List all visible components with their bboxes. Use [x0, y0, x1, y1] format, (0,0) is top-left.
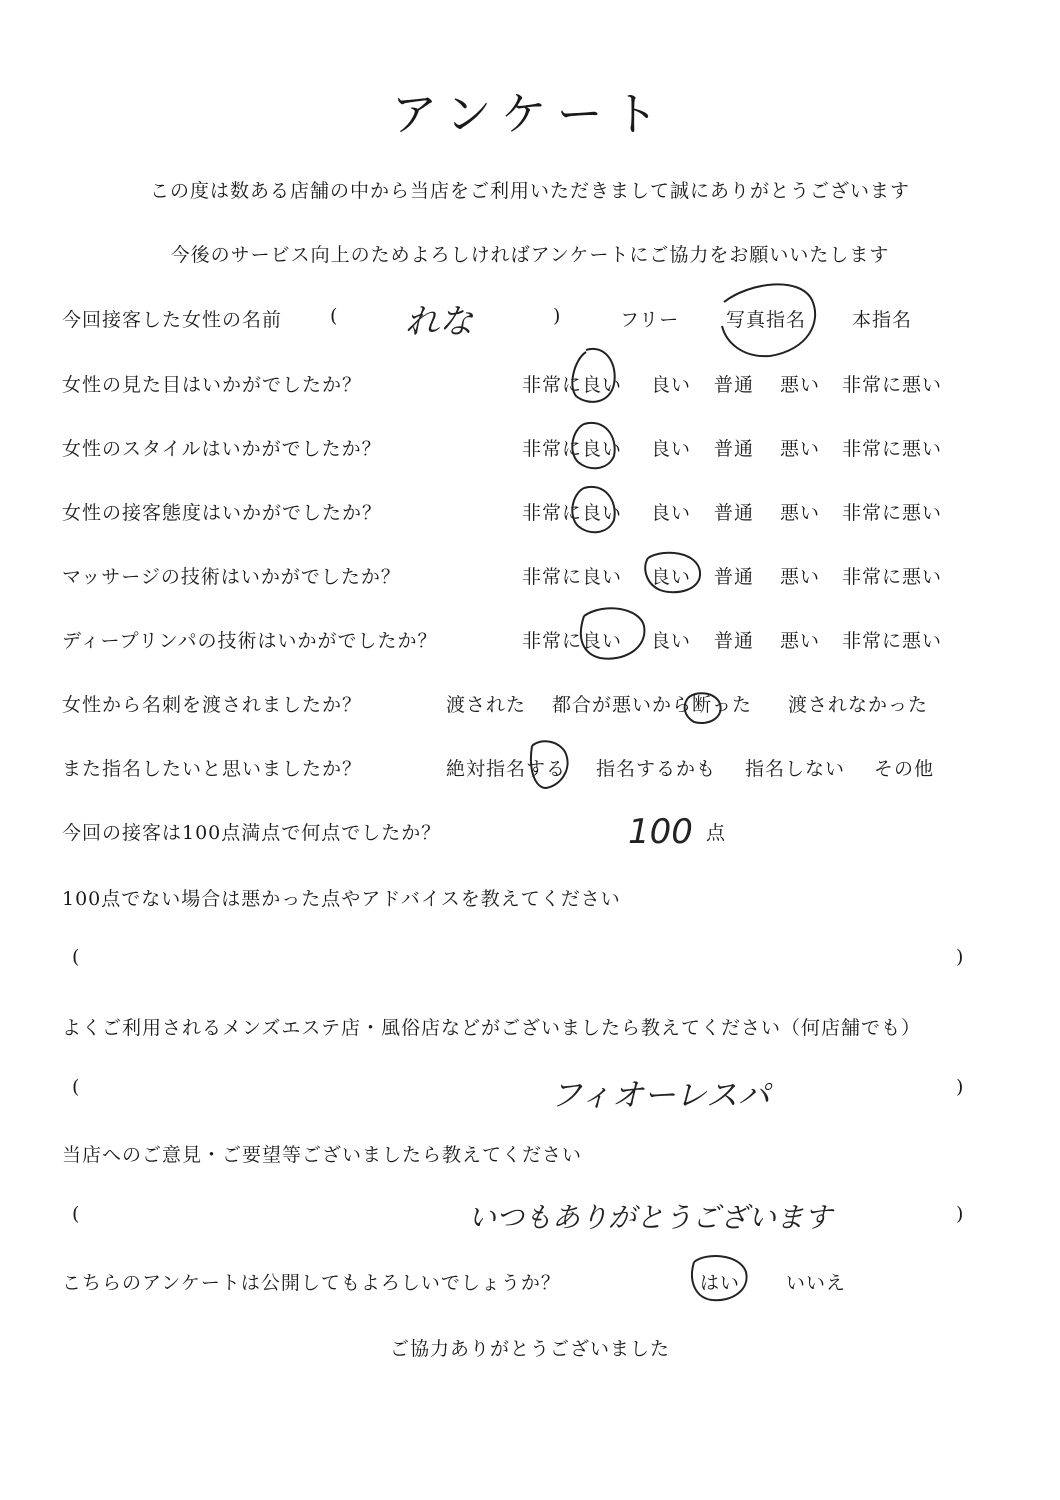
option-no[interactable]: いいえ: [786, 1272, 847, 1294]
advice-open-paren: (: [72, 946, 80, 968]
option-main-nomination[interactable]: 本指名: [852, 309, 913, 331]
option-card-received[interactable]: 渡された: [446, 694, 527, 716]
page-title: アンケート: [391, 87, 669, 141]
question-score: 今回の接客は100点満点で何点でしたか？: [62, 822, 442, 844]
question-appearance: 女性の見た目はいかがでしたか？: [62, 374, 363, 396]
rating-option[interactable]: 非常に悪い: [842, 630, 943, 652]
rating-option[interactable]: 普通: [714, 374, 755, 396]
rating-option[interactable]: 普通: [714, 630, 755, 652]
rating-option[interactable]: 悪い: [780, 502, 821, 524]
question-business-card: 女性から名刺を渡されましたか？: [62, 694, 363, 716]
question-publish: こちらのアンケートは公開してもよろしいでしょうか？: [62, 1272, 561, 1294]
name-label: 今回接客した女性の名前: [62, 309, 283, 331]
question-opinion: 当店へのご意見・ご要望等ございましたら教えてください: [62, 1144, 583, 1166]
question-advice: 100点でない場合は悪かった点やアドバイスを教えてください: [62, 888, 621, 910]
rating-option[interactable]: 普通: [714, 438, 755, 460]
question-attitude: 女性の接客態度はいかがでしたか？: [62, 502, 383, 524]
question-frequent-shops: よくご利用されるメンズエステ店・風俗店などがございましたら教えてください（何店舗でも）: [62, 1017, 922, 1039]
score-unit: 点: [706, 822, 727, 844]
rating-option[interactable]: 悪い: [780, 438, 821, 460]
question-massage-skill: マッサージの技術はいかがでしたか？: [62, 566, 401, 588]
rating-option[interactable]: 非常に悪い: [842, 502, 943, 524]
handwritten-score[interactable]: 100: [628, 812, 693, 852]
handwritten-name[interactable]: れな: [405, 302, 473, 342]
rating-option[interactable]: 普通: [714, 566, 755, 588]
rating-option[interactable]: 良い: [651, 566, 692, 588]
rating-option[interactable]: 非常に良い: [522, 374, 623, 396]
rating-option[interactable]: 非常に良い: [522, 502, 623, 524]
opinion-open-paren: (: [72, 1203, 80, 1225]
option-yes[interactable]: はい: [700, 1272, 741, 1294]
rating-option[interactable]: 普通: [714, 502, 755, 524]
shops-open-paren: (: [72, 1076, 80, 1098]
name-close-paren: ): [553, 305, 561, 327]
rating-option[interactable]: 非常に良い: [522, 566, 623, 588]
question-style: 女性のスタイルはいかがでしたか？: [62, 438, 382, 460]
option-photo-nomination[interactable]: 写真指名: [726, 309, 807, 331]
rating-option[interactable]: 悪い: [780, 566, 821, 588]
option-free[interactable]: フリー: [620, 309, 680, 331]
opinion-close-paren: ): [956, 1203, 964, 1225]
question-lymph-skill: ディープリンパの技術はいかがでしたか？: [62, 630, 438, 652]
rating-option[interactable]: 良い: [651, 630, 692, 652]
option-card-not-received[interactable]: 渡されなかった: [788, 694, 929, 716]
rating-option[interactable]: 非常に良い: [522, 630, 623, 652]
intro-line-1: この度は数ある店舗の中から当店をご利用いただきまして誠にありがとうございます: [149, 180, 910, 202]
option-other[interactable]: その他: [874, 758, 935, 780]
option-definitely-nominate[interactable]: 絶対指名する: [446, 758, 567, 780]
rating-option[interactable]: 良い: [651, 438, 692, 460]
rating-option[interactable]: 良い: [651, 502, 692, 524]
advice-close-paren: ): [956, 946, 964, 968]
closing-message: ご協力ありがとうございました: [389, 1338, 670, 1360]
rating-option[interactable]: 悪い: [780, 374, 821, 396]
rating-option[interactable]: 良い: [651, 374, 692, 396]
shops-answer[interactable]: フィオーレスパ: [550, 1076, 770, 1114]
option-not-nominate[interactable]: 指名しない: [745, 758, 846, 780]
shops-close-paren: ): [956, 1076, 964, 1098]
question-renominate: また指名したいと思いましたか？: [62, 758, 363, 780]
opinion-answer[interactable]: いつもありがとうございます: [468, 1201, 833, 1234]
rating-option[interactable]: 非常に悪い: [842, 566, 943, 588]
rating-option[interactable]: 悪い: [780, 630, 821, 652]
rating-option[interactable]: 非常に悪い: [842, 374, 943, 396]
name-open-paren: (: [330, 305, 338, 327]
intro-line-2: 今後のサービス向上のためよろしければアンケートにご協力をお願いいたします: [170, 244, 890, 266]
rating-option[interactable]: 非常に良い: [522, 438, 623, 460]
option-card-declined[interactable]: 都合が悪いから断った: [552, 694, 753, 716]
rating-option[interactable]: 非常に悪い: [842, 438, 943, 460]
option-maybe-nominate[interactable]: 指名するかも: [596, 758, 717, 780]
